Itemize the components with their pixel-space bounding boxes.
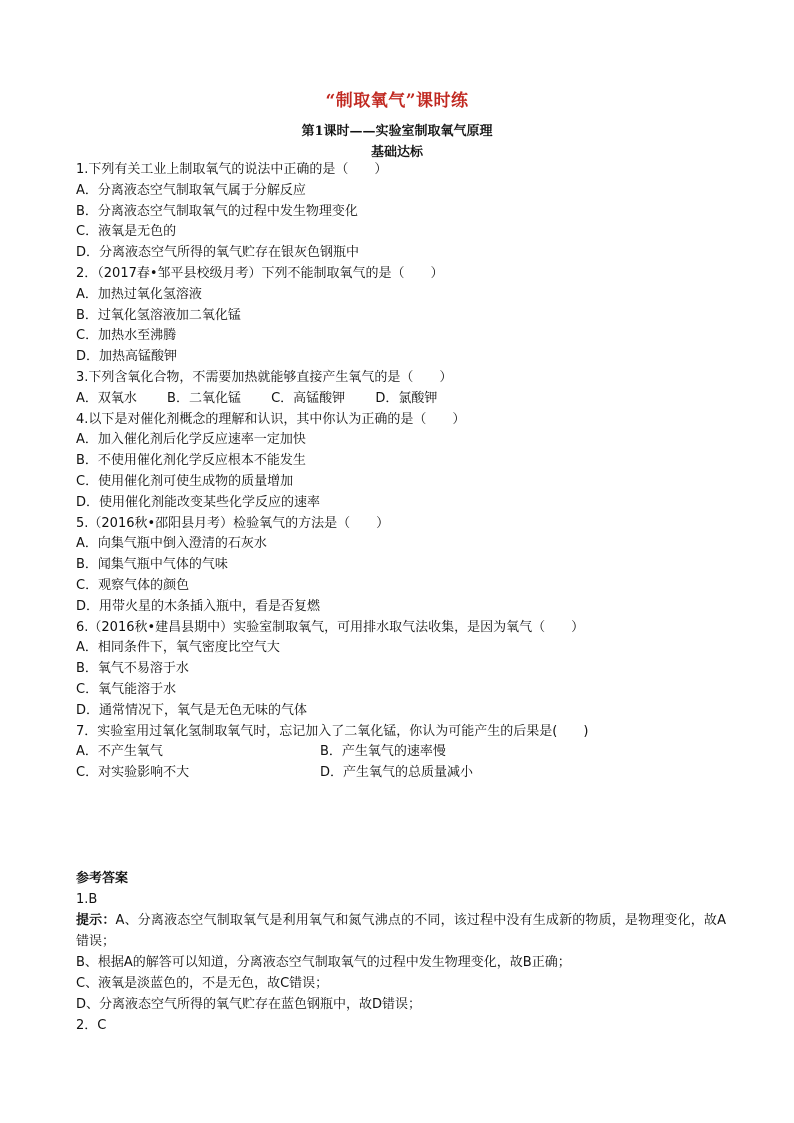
answers-heading: 参考答案 xyxy=(76,871,129,886)
question-1-stem: 1.下列有关工业上制取氧气的说法中正确的是（ ） xyxy=(76,162,388,177)
question-7-option-a: A．不产生氧气 xyxy=(76,744,163,760)
answer-1-hint-b: B、根据A的解答可以知道，分离液态空气制取氧气的过程中发生物理变化，故B正确； xyxy=(76,955,571,970)
question-list xyxy=(76,160,726,784)
question-7-option-d: D．产生氧气的总质量减小 xyxy=(320,765,474,781)
answer-section xyxy=(76,868,726,1036)
question-6-stem: 6.（2016秋•建昌县期中）实验室制取氧气，可用排水取气法收集，是因为氧气（ ） xyxy=(76,619,585,635)
question-1-option-c: C．液氧是无色的 xyxy=(76,224,177,240)
question-2-option-c: C．加热水至沸腾 xyxy=(76,328,177,344)
question-4-option-b: B．不使用催化剂化学反应根本不能发生 xyxy=(76,453,306,469)
question-3-option-c: C．高锰酸钾 xyxy=(271,390,346,406)
question-3-option-a: A．双氧水 xyxy=(76,390,137,406)
question-2-stem: 2．（2017春•邹平县校级月考）下列不能制取氧气的是（ ） xyxy=(76,265,444,281)
question-5-stem: 5.（2016秋•邵阳县月考）检验氧气的方法是（ ） xyxy=(76,515,390,531)
question-5-option-c: C．观察气体的颜色 xyxy=(76,577,190,593)
question-3-options xyxy=(76,389,726,410)
answer-1-hint-d: D、分离液态空气所得的氧气贮存在蓝色钢瓶中，故D错误； xyxy=(76,997,422,1012)
question-4-option-a: A．加入催化剂后化学反应速率一定加快 xyxy=(76,432,306,448)
answer-2: 2．C xyxy=(76,1018,107,1033)
question-1-option-b: B．分离液态空气制取氧气的过程中发生物理变化 xyxy=(76,203,358,219)
page-title: “制取氧气”课时练 xyxy=(325,91,469,111)
question-2-option-b: B．过氧化氢溶液加二氧化锰 xyxy=(76,307,241,323)
question-6-option-c: C．氧气能溶于水 xyxy=(76,681,177,697)
question-3-option-b: B．二氧化锰 xyxy=(167,390,241,406)
answer-1: 1.B xyxy=(76,892,98,907)
hint-a-text: A、分离液态空气制取氧气是利用氧气和氮气沸点的不同，该过程中没有生成新的物质，是物理变化，故A错误； xyxy=(76,913,726,949)
lesson-subtitle: 第1课时——实验室制取氧气原理 xyxy=(301,124,493,139)
question-3-stem: 3.下列含氧化合物，不需要加热就能够直接产生氧气的是（ ） xyxy=(76,369,453,385)
question-5-option-a: A．向集气瓶中倒入澄清的石灰水 xyxy=(76,536,267,552)
answer-1-hint-a xyxy=(76,910,726,952)
answer-1-hint-c: C、液氧是淡蓝色的，不是无色，故C错误； xyxy=(76,976,329,991)
question-1-option-d: D．分离液态空气所得的氧气贮存在银灰色钢瓶中 xyxy=(76,245,360,261)
question-2-option-d: D．加热高锰酸钾 xyxy=(76,349,178,365)
section-heading: 基础达标 xyxy=(370,145,423,160)
question-7-stem: 7．实验室用过氧化氢制取氧气时，忘记加入了二氧化锰，你认为可能产生的后果是( ) xyxy=(76,723,589,739)
question-5-option-d: D．用带火星的木条插入瓶中，看是否复燃 xyxy=(76,598,321,614)
question-4-stem: 4.以下是对催化剂概念的理解和认识，其中你认为正确的是（ ） xyxy=(76,411,466,427)
question-4-option-d: D．使用催化剂能改变某些化学反应的速率 xyxy=(76,494,321,510)
question-7-option-b: B．产生氧气的速率慢 xyxy=(320,744,446,760)
question-5-option-b: B．闻集气瓶中气体的气味 xyxy=(76,557,228,573)
question-7-option-c: C．对实验影响不大 xyxy=(76,765,190,781)
hint-label: 提示： xyxy=(76,913,116,928)
question-6-option-b: B．氧气不易溶于水 xyxy=(76,661,189,677)
question-6-option-a: A．相同条件下，氧气密度比空气大 xyxy=(76,640,280,656)
question-2-option-a: A．加热过氧化氢溶液 xyxy=(76,286,202,302)
question-1-option-a: A．分离液态空气制取氧气属于分解反应 xyxy=(76,182,306,198)
question-7-options-row-2 xyxy=(76,763,726,784)
question-3-option-d: D．氯酸钾 xyxy=(375,390,438,406)
question-7-options-row-1 xyxy=(76,742,726,763)
question-6-option-d: D．通常情况下，氧气是无色无味的气体 xyxy=(76,702,308,718)
question-4-option-c: C．使用催化剂可使生成物的质量增加 xyxy=(76,473,294,489)
